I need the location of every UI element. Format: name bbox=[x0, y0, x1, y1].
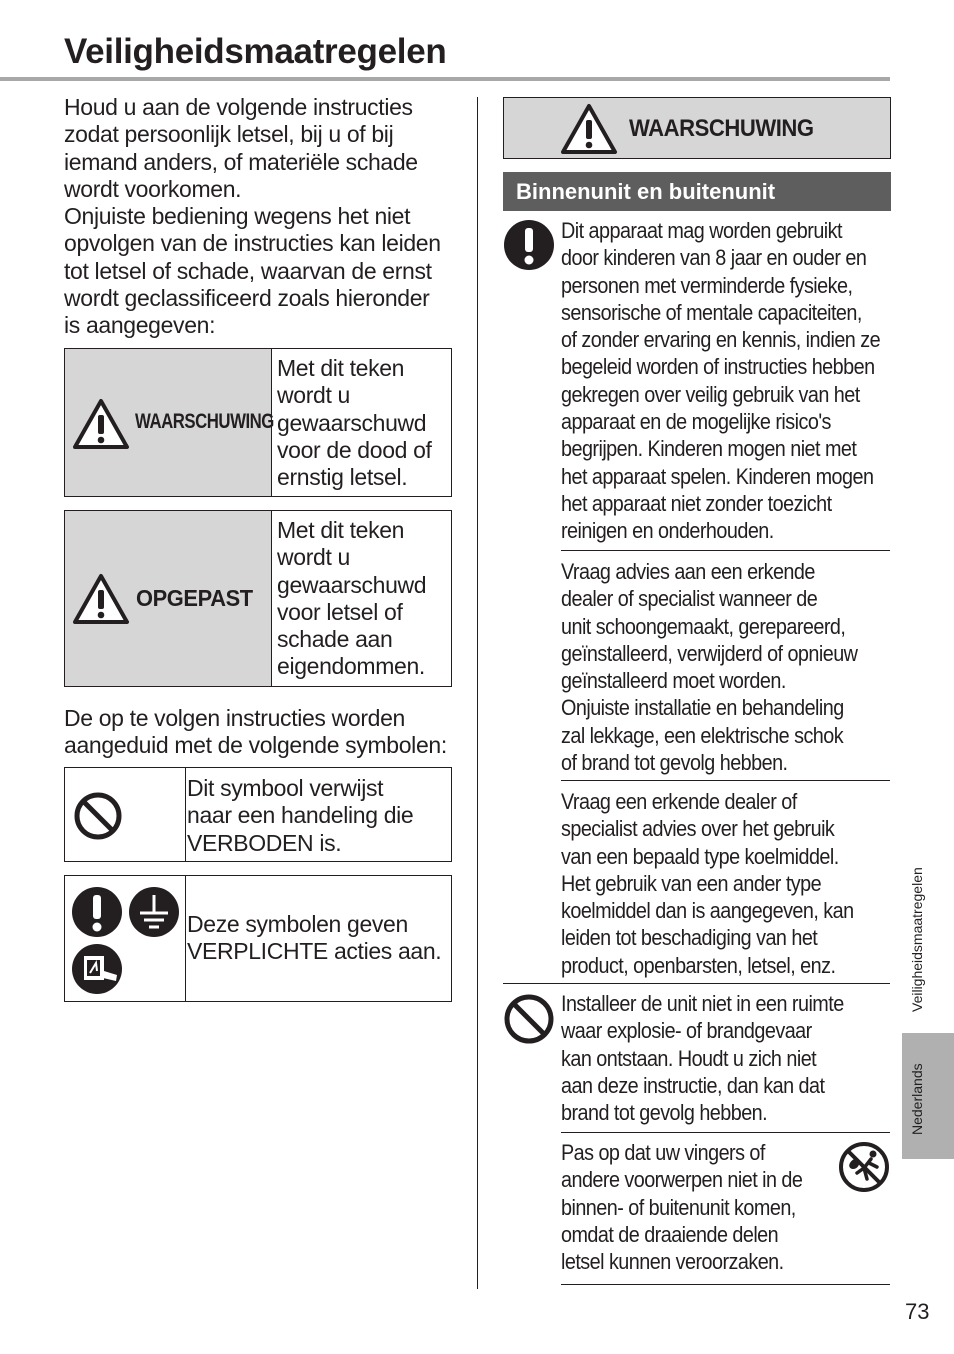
earth-ground-icon bbox=[128, 886, 180, 938]
mandatory-legend-box bbox=[64, 875, 452, 1002]
item-separator bbox=[561, 1132, 890, 1133]
caution-legend-box bbox=[64, 510, 452, 687]
item-dealer-advice-installation: Vraag advies aan een erkende dealer of specialist wanneer de unit schoongemaakt, gerepareerd, geïnstalleerd, verwijderd of opnieuw geïnstalleerd moet worden. Onjuiste installatie en behandeling zal lekkage, een elektrische schok of brand tot gevolg hebben. bbox=[561, 559, 858, 776]
warning-description: Met dit teken wordt u gewaarschuwd voor de dood of ernstig letsel. bbox=[277, 355, 432, 491]
side-tab-section: Veiligheidsmaatregelen bbox=[909, 867, 925, 1012]
item-separator bbox=[561, 1284, 890, 1285]
mandatory-cell-divider bbox=[185, 876, 186, 1001]
warning-triangle-icon bbox=[560, 103, 618, 155]
warning-header-box bbox=[503, 97, 891, 159]
caution-legend-label-cell bbox=[65, 511, 272, 686]
item-children-supervision: Dit apparaat mag worden gebruikt door kinderen van 8 jaar en ouder en personen met verminderde fysieke, sensorische of mentale capaciteiten, of zonder ervaring en kennis, indien ze begeleid worden of instructies hebben gekregen over veilig gebruik van het apparaat en de mogelijke risico's begrijpen. Kinderen mogen niet met het apparaat spelen. Kinderen mogen het apparaat niet zonder toezicht reinigen en onderhouden. bbox=[561, 218, 881, 544]
warning-triangle-icon bbox=[72, 398, 130, 450]
unplug-power-icon bbox=[71, 943, 123, 995]
caution-description: Met dit teken wordt u gewaarschuwd voor letsel of schade aan eigendommen. bbox=[277, 517, 427, 680]
warning-legend-label-cell bbox=[65, 349, 272, 496]
mandatory-description: Deze symbolen geven VERPLICHTE acties aan. bbox=[187, 911, 442, 965]
prohibited-description: Dit symbool verwijst naar een handeling die VERBODEN is. bbox=[187, 775, 414, 856]
symbols-intro: De op te volgen instructies worden aangeduid met de volgende symbolen: bbox=[64, 705, 447, 759]
no-fingers-icon bbox=[838, 1141, 890, 1193]
warning-label: WAARSCHUWING bbox=[135, 410, 274, 433]
prohibited-icon bbox=[73, 791, 123, 841]
page-number: 73 bbox=[905, 1299, 930, 1324]
prohibited-cell-divider bbox=[185, 768, 186, 861]
caution-label: OPGEPAST bbox=[136, 585, 253, 611]
item-separator bbox=[561, 550, 890, 551]
section-header: Binnenunit en buitenunit bbox=[503, 172, 891, 211]
intro-paragraph: Houd u aan de volgende instructies zodat persoonlijk letsel, bij u of bij iemand anders, of materiële schade wordt voorkomen. Onjuiste bediening wegens het niet opvolgen van de instructies kan leiden tot letsel of schade, waarvan de ernst wordt geclassificeerd zoals hieronder is aangegeven: bbox=[64, 94, 441, 339]
item-refrigerant-advice: Vraag een erkende dealer of specialist advies over het gebruik van een bepaald type koelmiddel. Het gebruik van een ander type koelmiddel dan is aangegeven, kan leiden tot beschadiging van het product, openbarsten, letsel, enz. bbox=[561, 789, 854, 978]
exclamation-mandatory-icon bbox=[503, 219, 555, 271]
item-rotating-parts: Pas op dat uw vingers of andere voorwerpen niet in de binnen- of buitenunit komen, omdat de draaiende delen letsel kunnen veroorzaken. bbox=[561, 1140, 803, 1275]
prohibited-legend-box bbox=[64, 767, 452, 862]
exclamation-mandatory-icon bbox=[71, 886, 123, 938]
page-title: Veiligheidsmaatregelen bbox=[64, 32, 447, 71]
item-separator bbox=[561, 780, 890, 781]
column-divider bbox=[477, 97, 478, 1289]
warning-legend-box bbox=[64, 348, 452, 497]
warning-header-label: WAARSCHUWING bbox=[629, 115, 814, 142]
caution-triangle-icon bbox=[72, 573, 130, 625]
group-separator bbox=[503, 983, 890, 984]
side-tab-language-label: Nederlands bbox=[909, 1063, 925, 1135]
side-tab-language bbox=[902, 1033, 954, 1159]
item-explosion-risk: Installeer de unit niet in een ruimte waar explosie- of brandgevaar kan ontstaan. Houdt u zich niet aan deze instructie, dan kan dat brand tot gevolg hebben. bbox=[561, 991, 844, 1126]
title-underline bbox=[0, 77, 890, 81]
prohibited-icon bbox=[503, 993, 555, 1045]
